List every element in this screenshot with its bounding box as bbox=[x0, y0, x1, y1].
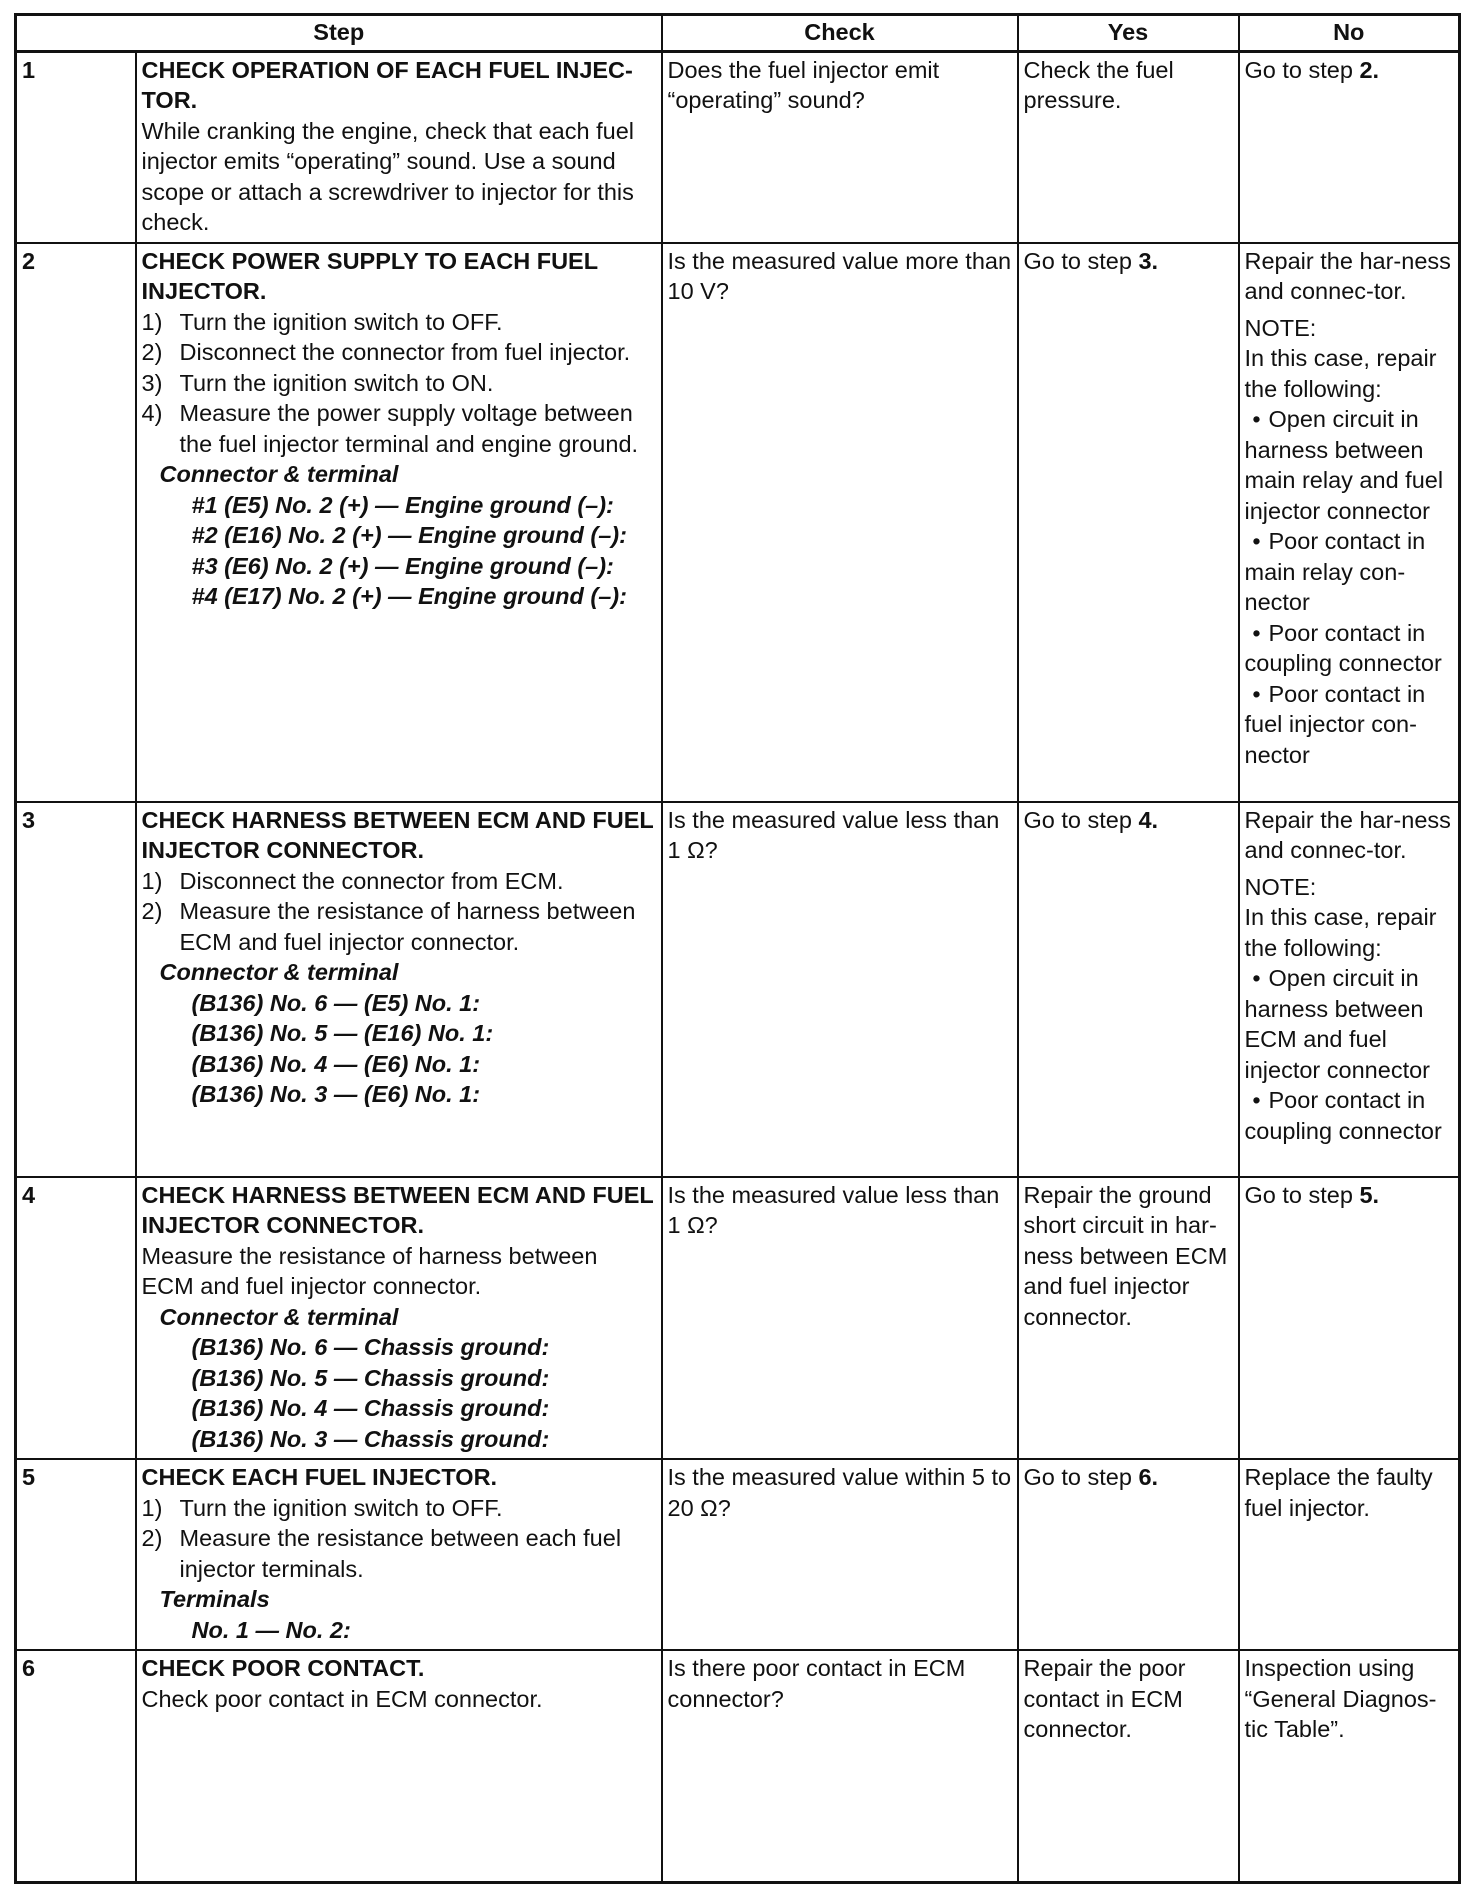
check-cell: Does the fuel injector emit “operating” sound? bbox=[662, 51, 1018, 243]
note-bullet-text: Poor contact in coupling connector bbox=[1244, 619, 1442, 676]
yes-cell bbox=[1018, 243, 1239, 802]
check-cell: Is the measured value less than 1 Ω? bbox=[662, 802, 1018, 1177]
procedure-step-text: Turn the ignition switch to OFF. bbox=[179, 1494, 503, 1521]
procedure-step-number: 2) bbox=[141, 339, 163, 365]
goto-prefix: Go to step bbox=[1023, 247, 1139, 274]
goto-prefix: Go to step bbox=[1023, 1464, 1139, 1490]
procedure-step-text: Measure the resistance between each fuel injector terminals. bbox=[179, 1525, 622, 1582]
procedure-step-text: Turn the ignition switch to ON. bbox=[179, 369, 494, 396]
table-row bbox=[16, 802, 1460, 1177]
step-title: CHECK HARNESS BETWEEN ECM AND FUEL INJECTOR CONNECTOR. bbox=[141, 806, 654, 863]
no-cell: Replace the faulty fuel injector. bbox=[1239, 1459, 1460, 1650]
table-header-row bbox=[16, 15, 1460, 52]
bullet-icon: • bbox=[1252, 1087, 1261, 1113]
step-title: CHECK POOR CONTACT. bbox=[141, 1655, 425, 1681]
terminal-line: No. 1 — No. 2: bbox=[191, 1616, 351, 1643]
connector-terminal-line: (B136) No. 6 — Chassis ground: bbox=[191, 1334, 550, 1360]
procedure-step-number: 3) bbox=[141, 369, 163, 396]
connector-terminal-line: #1 (E5) No. 2 (+) — Engine ground (–): bbox=[191, 491, 614, 518]
yes-cell: Check the fuel pressure. bbox=[1018, 51, 1239, 243]
procedure-step bbox=[142, 1523, 656, 1584]
procedure-step-number: 1) bbox=[141, 308, 163, 335]
step-title: CHECK EACH FUEL INJECTOR. bbox=[141, 1464, 498, 1490]
yes-cell: Repair the poor contact in ECM connector. bbox=[1018, 1650, 1239, 1882]
procedure-step bbox=[142, 866, 656, 897]
connector-terminal-line: #4 (E17) No. 2 (+) — Engine ground (–): bbox=[191, 583, 627, 609]
table-row bbox=[16, 1650, 1460, 1882]
bullet-icon: • bbox=[1252, 680, 1261, 707]
note-label: NOTE: bbox=[1244, 314, 1317, 341]
goto-prefix: Go to step bbox=[1244, 56, 1360, 83]
goto-step: 6. bbox=[1138, 1464, 1159, 1490]
terminals-heading: Terminals bbox=[159, 1586, 270, 1612]
step-number: 5 bbox=[16, 1459, 136, 1650]
note-label: NOTE: bbox=[1244, 873, 1317, 900]
note-intro: In this case, repair the following: bbox=[1244, 904, 1437, 961]
step-description bbox=[136, 1650, 662, 1882]
check-cell: Is there poor contact in ECM connector? bbox=[662, 1650, 1018, 1882]
step-body: While cranking the engine, check that each fuel injector emits “operating” sound. Use a sound scope or attach a screwdriver to injector for this check. bbox=[141, 117, 634, 235]
no-cell bbox=[1239, 51, 1460, 243]
yes-cell: Repair the ground short circuit in har-ness between ECM and fuel injector connector. bbox=[1018, 1177, 1239, 1460]
diagnostic-table bbox=[14, 13, 1461, 1884]
note-bullet bbox=[1245, 1085, 1454, 1146]
check-cell: Is the measured value more than 10 V? bbox=[662, 243, 1018, 802]
check-column-header: Check bbox=[662, 15, 1018, 52]
procedure-step-text: Measure the power supply voltage between the fuel injector terminal and engine ground. bbox=[179, 400, 639, 457]
procedure-step-text: Disconnect the connector from fuel injector. bbox=[179, 339, 631, 365]
procedure-step bbox=[142, 307, 656, 338]
no-cell: Inspection using “General Diagnos-tic Table”. bbox=[1239, 1650, 1460, 1882]
connector-terminal-line: (B136) No. 3 — (E6) No. 1: bbox=[191, 1081, 481, 1107]
step-description bbox=[136, 1177, 662, 1460]
note-bullet bbox=[1245, 963, 1454, 1085]
goto-step: 3. bbox=[1138, 247, 1159, 274]
procedure-step-number: 4) bbox=[141, 400, 163, 426]
procedure-step-text: Turn the ignition switch to OFF. bbox=[179, 308, 503, 335]
connector-terminal-line: (B136) No. 3 — Chassis ground: bbox=[191, 1425, 550, 1452]
no-cell bbox=[1239, 802, 1460, 1177]
bullet-icon: • bbox=[1252, 406, 1261, 432]
goto-step: 2. bbox=[1359, 56, 1380, 83]
remedy-text: Repair the har-ness and connec-tor. bbox=[1244, 806, 1451, 863]
no-column-header: No bbox=[1239, 15, 1460, 52]
step-number: 1 bbox=[16, 51, 136, 243]
bullet-icon: • bbox=[1252, 619, 1261, 646]
note-bullet bbox=[1245, 679, 1454, 771]
note-bullet-text: Open circuit in harness between main relay and fuel injector connector bbox=[1244, 406, 1444, 524]
connector-terminal-heading: Connector & terminal bbox=[159, 959, 399, 985]
check-cell: Is the measured value within 5 to 20 Ω? bbox=[662, 1459, 1018, 1650]
procedure-step-text: Disconnect the connector from ECM. bbox=[179, 867, 564, 894]
note-bullet-text: Open circuit in harness between ECM and fuel injector connector bbox=[1244, 965, 1430, 1083]
note-bullet-text: Poor contact in fuel injector con-nector bbox=[1244, 680, 1426, 768]
yes-cell bbox=[1018, 1459, 1239, 1650]
no-cell bbox=[1239, 1177, 1460, 1460]
connector-terminal-line: #3 (E6) No. 2 (+) — Engine ground (–): bbox=[191, 552, 614, 579]
connector-terminal-heading: Connector & terminal bbox=[159, 461, 399, 487]
step-title: CHECK POWER SUPPLY TO EACH FUEL INJECTOR. bbox=[141, 247, 598, 304]
note-intro: In this case, repair the following: bbox=[1244, 345, 1437, 402]
step-body: Measure the resistance of harness between ECM and fuel injector connector. bbox=[141, 1242, 598, 1299]
no-cell bbox=[1239, 243, 1460, 802]
step-title: CHECK HARNESS BETWEEN ECM AND FUEL INJECTOR CONNECTOR. bbox=[141, 1181, 654, 1238]
procedure-step-number: 2) bbox=[141, 898, 163, 924]
goto-prefix: Go to step bbox=[1023, 806, 1139, 833]
remedy-text: Repair the har-ness and connec-tor. bbox=[1244, 247, 1451, 304]
note-bullet bbox=[1245, 618, 1454, 679]
procedure-step bbox=[142, 398, 656, 459]
goto-step: 5. bbox=[1359, 1181, 1380, 1208]
step-number: 3 bbox=[16, 802, 136, 1177]
bullet-icon: • bbox=[1252, 528, 1261, 554]
connector-terminal-line: (B136) No. 5 — (E16) No. 1: bbox=[191, 1020, 494, 1046]
step-number: 2 bbox=[16, 243, 136, 802]
procedure-step bbox=[142, 368, 656, 399]
connector-terminal-line: #2 (E16) No. 2 (+) — Engine ground (–): bbox=[191, 522, 627, 548]
connector-terminal-line: (B136) No. 5 — Chassis ground: bbox=[191, 1364, 550, 1391]
step-title: CHECK OPERATION OF EACH FUEL INJEC-TOR. bbox=[141, 56, 633, 113]
step-description bbox=[136, 1459, 662, 1650]
note-bullet bbox=[1245, 404, 1454, 526]
connector-terminal-line: (B136) No. 4 — (E6) No. 1: bbox=[191, 1050, 481, 1077]
table-row bbox=[16, 51, 1460, 243]
yes-cell bbox=[1018, 802, 1239, 1177]
procedure-step-text: Measure the resistance of harness between ECM and fuel injector connector. bbox=[179, 898, 636, 955]
check-cell: Is the measured value less than 1 Ω? bbox=[662, 1177, 1018, 1460]
procedure-step-number: 1) bbox=[141, 867, 163, 894]
connector-terminal-line: (B136) No. 4 — Chassis ground: bbox=[191, 1395, 550, 1421]
connector-terminal-line: (B136) No. 6 — (E5) No. 1: bbox=[191, 989, 481, 1016]
step-description bbox=[136, 243, 662, 802]
bullet-icon: • bbox=[1252, 965, 1261, 991]
diagnostic-procedure-document bbox=[14, 13, 1458, 1884]
step-number: 6 bbox=[16, 1650, 136, 1882]
procedure-step bbox=[142, 896, 656, 957]
table-row bbox=[16, 243, 1460, 802]
step-body: Check poor contact in ECM connector. bbox=[141, 1685, 543, 1712]
yes-column-header: Yes bbox=[1018, 15, 1239, 52]
procedure-step-number: 1) bbox=[141, 1494, 163, 1521]
note-bullet-text: Poor contact in coupling connector bbox=[1244, 1087, 1442, 1144]
connector-terminal-heading: Connector & terminal bbox=[159, 1303, 399, 1330]
procedure-step-number: 2) bbox=[141, 1525, 163, 1551]
procedure-step bbox=[142, 1493, 656, 1524]
step-description bbox=[136, 51, 662, 243]
step-column-header: Step bbox=[16, 15, 662, 52]
table-row bbox=[16, 1459, 1460, 1650]
note-bullet bbox=[1245, 526, 1454, 618]
goto-step: 4. bbox=[1138, 806, 1159, 833]
step-number: 4 bbox=[16, 1177, 136, 1460]
step-description bbox=[136, 802, 662, 1177]
table-row bbox=[16, 1177, 1460, 1460]
note-bullet-text: Poor contact in main relay con-nector bbox=[1244, 528, 1426, 615]
procedure-step bbox=[142, 337, 656, 368]
goto-prefix: Go to step bbox=[1244, 1181, 1360, 1208]
